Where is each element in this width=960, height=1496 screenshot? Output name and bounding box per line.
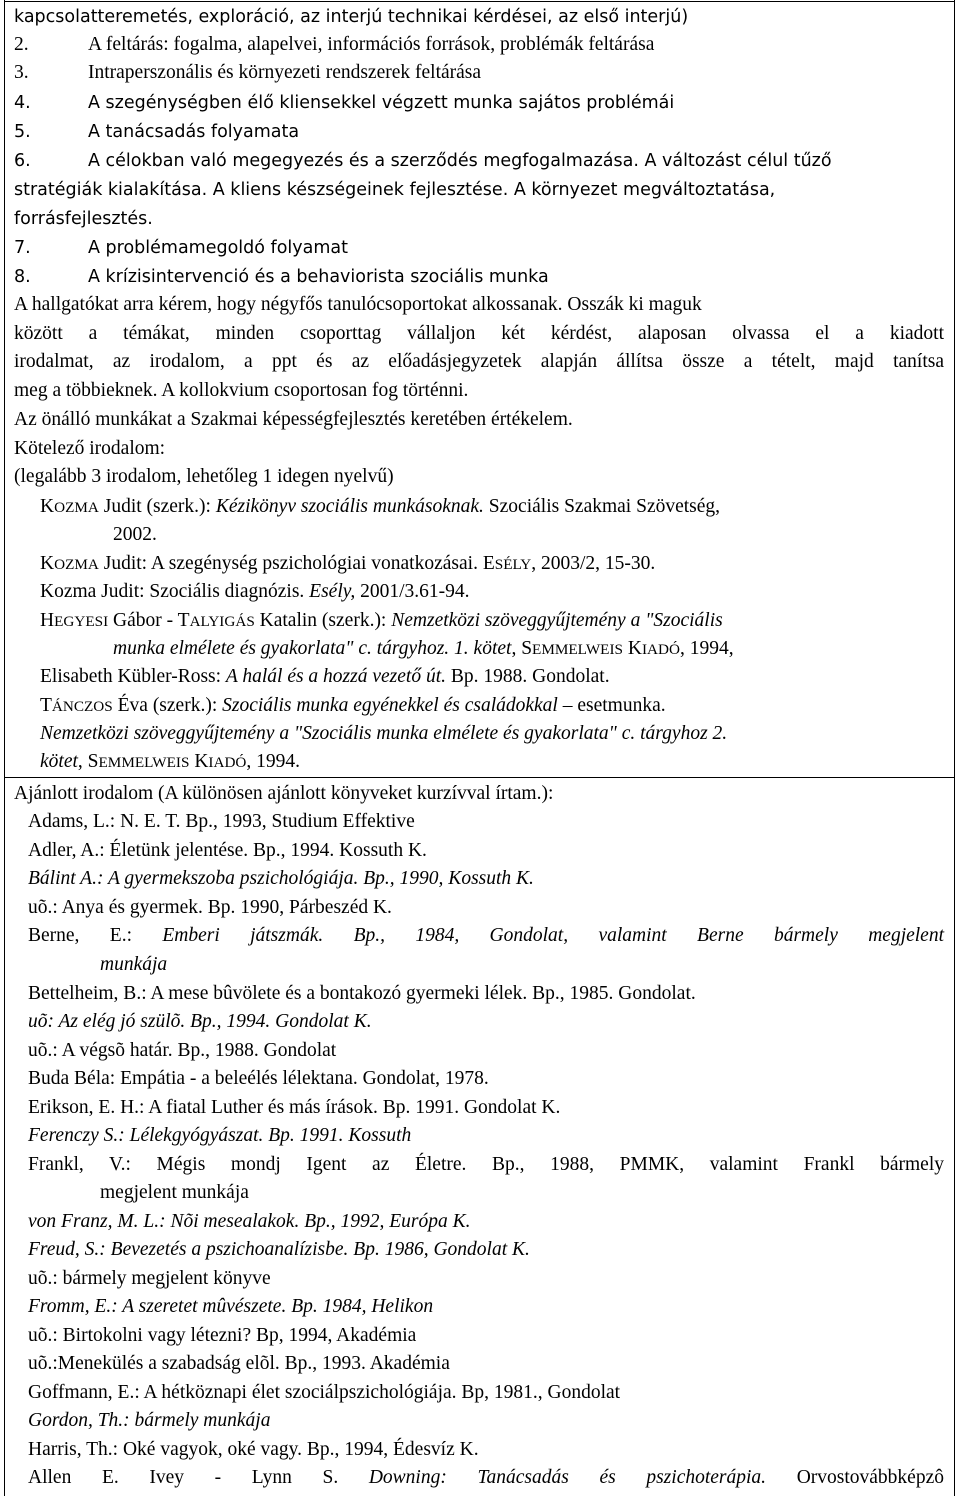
book-title: Szociális munka egyénekkel és családokkal [222, 695, 558, 716]
topic-number: 3. [14, 62, 29, 83]
author-smallcaps: OZMA [54, 499, 99, 516]
author-smallcaps: EGYESI [54, 613, 109, 630]
reference-entry: uõ.:Menekülés a szabadság elõl. Bp., 1993. Akadémia [28, 1353, 450, 1374]
reference-entry [40, 607, 944, 636]
publisher: Orvostovábbképzô [766, 1467, 944, 1488]
reference-entry: Frankl, V.: Mégis mondj Igent az Életre. Bp., 1988, PMMK, valamint Frankl bármely [28, 1154, 944, 1175]
instruction-line: A hallgatókat arra kérem, hogy négyfős tanulócsoportokat alkossanak. Osszák ki maguk [14, 294, 702, 315]
reference-italic: Ferenczy S.: Lélekgyógyászat. Bp. 1991. Kossuth [28, 1125, 412, 1146]
publisher: , S [77, 751, 99, 772]
reference-entry [28, 1208, 944, 1236]
publisher-smallcaps: IADÓ [641, 641, 680, 658]
reference-entry [40, 493, 944, 522]
author-rest: Elisabeth Kübler-Ross: [40, 666, 226, 687]
author-smallcaps: ÁNCZOS [51, 698, 113, 715]
reference-italic: Freud, S.: Bevezetés a pszichoanalízisbe. Bp. 1986, Gondolat K. [28, 1239, 530, 1260]
reference-entry [40, 692, 944, 721]
reference-italic: Gordon, Th.: bármely munkája [28, 1410, 271, 1431]
author-smallcaps: OZMA [54, 556, 99, 573]
topic-text: A krízisintervenció és a behaviorista szociális munka [88, 267, 549, 287]
mandatory-heading: Kötelező irodalom: [14, 438, 166, 459]
reference-continuation [100, 951, 944, 979]
publisher: K [622, 638, 642, 659]
reference-continuation [113, 635, 944, 664]
publisher: Szociális Szakmai Szövetség, [483, 496, 721, 517]
topic-item [14, 147, 944, 175]
author-initial: K [40, 496, 55, 517]
topic-text: stratégiák kialakítása. A kliens készségeinek fejlesztése. A környezet megváltoztatása, [14, 180, 776, 200]
section-divider [4, 777, 955, 778]
book-title: Nemzetközi szöveggyűjtemény a "Szociális [391, 610, 723, 631]
topic-number: 7. [14, 238, 31, 258]
reference-entry: Buda Béla: Empátia - a beleélés lélektana. Gondolat, 1978. [28, 1068, 489, 1089]
reference-entry [40, 663, 944, 691]
book-title: A halál és a hozzá vezető út. [225, 666, 447, 687]
author-initial: K [40, 553, 55, 574]
reference-italic: Bálint A.: A gyermekszoba pszichológiája. Bp., 1990, Kossuth K. [28, 868, 534, 889]
recommended-heading: Ajánlott irodalom (A különösen ajánlott könyveket kurzívval írtam.): [14, 783, 554, 804]
reference-entry [28, 1407, 944, 1435]
topic-text: A problémamegoldó folyamat [88, 238, 348, 258]
reference-continuation: megjelent munkája [100, 1182, 249, 1203]
reference-entry: uõ.: A végsõ határ. Bp., 1988. Gondolat [28, 1040, 337, 1061]
publisher: K [189, 751, 209, 772]
publisher-smallcaps: EMMELWEIS [532, 641, 623, 658]
reference-entry [28, 1008, 944, 1036]
publisher-smallcaps: IADÓ [208, 754, 247, 771]
reference-entry [40, 550, 944, 579]
reference-entry: uõ.: Birtokolni vagy létezni? Bp, 1994, Akadémia [28, 1325, 417, 1346]
reference-entry: Adler, A.: Életünk jelentése. Bp., 1994. Kossuth K. [28, 840, 427, 861]
instruction-line: között a témákat, minden csoporttag vállaljon két kérdést, alaposan olvassa el a kiadott [14, 323, 944, 344]
author-rest: Judit: A szegénység pszichológiai vonatkozásai. E [98, 553, 495, 574]
reference-italic: Fromm, E.: A szeretet mûvészete. Bp. 1984, Helikon [28, 1296, 434, 1317]
reference-entry: Goffmann, E.: A hétköznapi élet szociálpszichológiája. Bp, 1981., Gondolat [28, 1382, 621, 1403]
top-rule [4, 1, 955, 2]
book-title: munka elmélete és gyakorlata" c. tárgyhoz. 1. kötet [113, 638, 512, 659]
author-rest: Judit (szerk.): [98, 496, 216, 517]
author-initial: T [40, 695, 52, 716]
topic-number: 2. [14, 34, 29, 55]
reference-entry [28, 865, 944, 893]
citation-end: , 1994. [246, 751, 301, 772]
author-initial: H [40, 610, 55, 631]
reference-entry: uõ.: Anya és gyermek. Bp. 1990, Párbeszéd K. [28, 897, 392, 918]
reference-entry: Erikson, E. H.: A fiatal Luther és más írások. Bp. 1991. Gondolat K. [28, 1097, 561, 1118]
reference-italic: Emberi játszmák. Bp., 1984, Gondolat, valamint Berne bármely megjelent [162, 925, 945, 946]
reference-entry [28, 1293, 944, 1321]
topic-item [14, 89, 944, 117]
reference-entry: Adams, L.: N. E. T. Bp., 1993, Studium Effektive [28, 811, 415, 832]
book-title: Kézikönyv szociális munkásoknak. [215, 496, 484, 517]
topic-item [14, 205, 944, 233]
publisher: , S [511, 638, 533, 659]
topic-item [14, 263, 944, 291]
reference-italic: Downing: Tanácsadás és pszichoterápia. [368, 1467, 767, 1488]
topic-text: A tanácsadás folyamata [88, 122, 300, 142]
citation-end: , 2003/2, 15-30. [531, 553, 656, 574]
topic-item [14, 59, 944, 87]
author-rest: Katalin (szerk.): [254, 610, 392, 631]
reference-italic: uõ: Az elég jó szülõ. Bp., 1994. Gondolat K. [28, 1011, 372, 1032]
citation-end: 2001/3.61-94. [355, 581, 470, 602]
topic-line: kapcsolatteremetés, exploráció, az interjú technikai kérdései, az első interjú) [14, 7, 689, 27]
reference-continuation [40, 748, 944, 777]
citation-end: , 1994, [679, 638, 734, 659]
journal-smallcaps: SÉLY [494, 556, 532, 573]
author-rest: Kozma Judit: Szociális diagnózis. [40, 581, 310, 602]
instruction-line: meg a többieknek. A kollokvium csoportosan fog történni. [14, 380, 469, 401]
citation-end: Bp. 1988. Gondolat. [446, 666, 610, 687]
topic-text: A szegénységben élő kliensekkel végzett munka sajátos problémái [88, 93, 675, 113]
reference-entry: Harris, Th.: Oké vagyok, oké vagy. Bp., 1994, Édesvíz K. [28, 1439, 479, 1460]
topic-item [14, 118, 944, 146]
topic-text: forrásfejlesztés. [14, 209, 153, 229]
author-rest: Allen E. Ivey - Lynn S. [28, 1467, 369, 1488]
topic-number: 5. [14, 122, 31, 142]
topic-text: Intraperszonális és környezeti rendszerek feltárása [88, 62, 482, 83]
book-title: Nemzetközi szöveggyűjtemény a "Szociális munka elmélete és gyakorlata" c. tárgyhoz 2. [40, 723, 728, 744]
topic-item [14, 234, 944, 262]
reference-continuation: 2002. [113, 524, 157, 545]
author-rest: Éva (szerk.): [112, 695, 223, 716]
topic-number: 4. [14, 93, 31, 113]
instruction-line: Az önálló munkákat a Szakmai képességfejlesztés keretében értékelem. [14, 409, 573, 430]
reference-entry [28, 1122, 944, 1150]
reference-entry [40, 720, 944, 748]
mandatory-note: (legalább 3 irodalom, lehetőleg 1 idegen nyelvű) [14, 466, 394, 487]
topic-number: 8. [14, 267, 31, 287]
reference-entry [28, 1464, 944, 1492]
publisher-smallcaps: EMMELWEIS [98, 754, 190, 771]
reference-italic: munkája [100, 954, 168, 975]
topic-number: 6. [14, 151, 31, 171]
author-rest: Gábor - T [108, 610, 190, 631]
topic-text: A célokban való megegyezés és a szerződés megfogalmazása. A változást célul tűző [88, 151, 832, 171]
topic-item [14, 176, 944, 204]
reference-entry [40, 578, 944, 606]
reference-entry [28, 1236, 944, 1264]
reference-entry [28, 922, 944, 950]
topic-text: A feltárás: fogalma, alapelvei, információs források, problémák feltárása [88, 34, 655, 55]
reference-entry: uõ.: bármely megjelent könyve [28, 1268, 271, 1289]
reference-entry: Bettelheim, B.: A mese bûvölete és a bontakozó gyermeki lélek. Bp., 1985. Gondolat. [28, 983, 696, 1004]
instruction-line: irodalmat, az irodalom, a ppt és az előadásjegyzetek alapján állítsa össze a tételt, majd tanítsa [14, 351, 944, 372]
journal-title: Esély, [309, 581, 356, 602]
citation-end: – esetmunka. [557, 695, 666, 716]
book-title: kötet [40, 751, 78, 772]
topic-item [14, 31, 944, 59]
reference-italic: von Franz, M. L.: Nõi mesealakok. Bp., 1992, Európa K. [28, 1211, 471, 1232]
author-smallcaps: ALYIGÁS [189, 613, 255, 630]
author-rest: Berne, E.: [28, 925, 163, 946]
